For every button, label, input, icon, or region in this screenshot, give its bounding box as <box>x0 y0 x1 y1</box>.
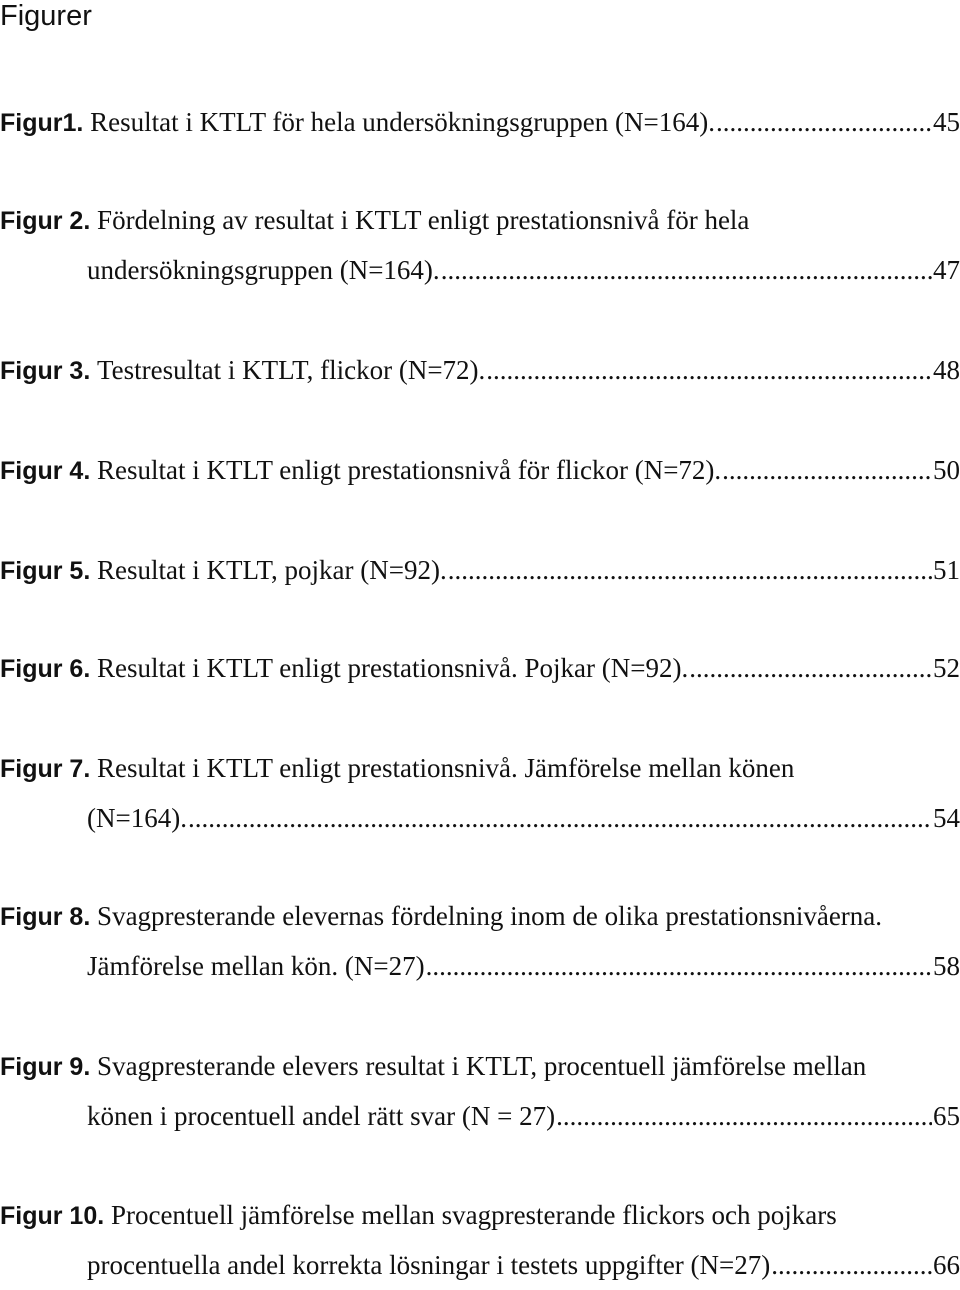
figure-caption: Resultat i KTLT för hela undersökningsgruppen (N=164). <box>90 107 715 137</box>
figure-caption: Resultat i KTLT enligt prestationsnivå för flickor (N=72). <box>97 455 722 485</box>
figure-caption: Procentuell jämförelse mellan svagpresterande flickors och pojkars <box>110 1200 837 1230</box>
entry-line: Figur 7 . Resultat i KTLT enligt prestationsnivå. Jämförelse mellan könen <box>0 743 960 793</box>
figure-caption-continued: Jämförelse mellan kön. (N=27) <box>87 951 425 981</box>
figure-label: Figur 2 <box>0 207 84 235</box>
figure-caption: Resultat i KTLT enligt prestationsnivå. Pojkar (N=92). <box>97 653 689 683</box>
page-number: 54 <box>933 803 960 833</box>
figure-list-entry[interactable] <box>0 891 960 991</box>
entry-line: Figur 5 . Resultat i KTLT, pojkar (N=92). ..... 51 <box>0 545 960 595</box>
entry-line: Figur 4 . Resultat i KTLT enligt prestationsnivå för flickor (N=72). ..... 50 <box>0 445 960 495</box>
figure-label: Figur 3 <box>0 357 84 385</box>
page-number: 52 <box>933 653 960 683</box>
figure-list-entry[interactable] <box>0 545 960 595</box>
dot-leader <box>689 643 932 693</box>
dot-leader <box>426 941 932 991</box>
dot-leader <box>722 445 932 495</box>
figure-label: Figur1 <box>0 109 77 137</box>
figure-label: Figur 8 <box>0 903 84 931</box>
figure-list-entry[interactable] <box>0 97 960 147</box>
figure-caption: Svagpresterande elevernas fördelning inom de olika prestationsnivåerna. <box>97 901 883 931</box>
entry-line: Figur 6 . Resultat i KTLT enligt prestationsnivå. Pojkar (N=92). ..... 52 <box>0 643 960 693</box>
page-title: Figurer <box>0 0 92 32</box>
entry-line: Figur 10 . Procentuell jämförelse mellan svagpresterande flickors och pojkars <box>0 1190 960 1240</box>
figure-caption-continued: procentuella andel korrekta lösningar i testets uppgifter (N=27) <box>87 1250 771 1280</box>
page-number: 66 <box>933 1250 960 1280</box>
figure-list-entry[interactable] <box>0 345 960 395</box>
figure-caption: Resultat i KTLT, pojkar (N=92). <box>97 555 447 585</box>
figure-label: Figur 7 <box>0 755 84 783</box>
figure-caption: Svagpresterande elevers resultat i KTLT, procentuell jämförelse mellan <box>97 1051 867 1081</box>
figure-list-entry[interactable] <box>0 445 960 495</box>
entry-line: Figur 8 . Svagpresterande elevernas fördelning inom de olika prestationsnivåerna. <box>0 891 960 941</box>
page-number: 47 <box>933 255 960 285</box>
figure-caption-continued: könen i procentuell andel rätt svar (N = 27) <box>87 1101 556 1131</box>
page-number: 65 <box>933 1101 960 1131</box>
figure-list-entry[interactable] <box>0 1190 960 1290</box>
entry-line: Figur1 . Resultat i KTLT för hela undersökningsgruppen (N=164). ..... 45 <box>0 97 960 147</box>
dot-leader <box>486 345 932 395</box>
entry-line <box>0 941 960 991</box>
figure-caption: Testresultat i KTLT, flickor (N=72). <box>97 355 486 385</box>
figure-caption-continued: undersökningsgruppen (N=164). <box>87 255 440 285</box>
entry-line: Figur 9 . Svagpresterande elevers resultat i KTLT, procentuell jämförelse mellan <box>0 1041 960 1091</box>
figure-label: Figur 10 <box>0 1202 98 1230</box>
page-number: 45 <box>933 107 960 137</box>
page-number: 58 <box>933 951 960 981</box>
entry-line: Figur 2 . Fördelning av resultat i KTLT enligt prestationsnivå för hela <box>0 195 960 245</box>
entry-line <box>0 245 960 295</box>
figure-caption: Resultat i KTLT enligt prestationsnivå. Jämförelse mellan könen <box>97 753 795 783</box>
page-number: 51 <box>933 555 960 585</box>
dot-leader <box>448 545 932 595</box>
figure-label: Figur 9 <box>0 1053 84 1081</box>
figure-caption-continued: (N=164). <box>87 803 187 833</box>
figure-list-entry[interactable] <box>0 643 960 693</box>
dot-leader <box>556 1091 932 1141</box>
entry-line <box>0 1091 960 1141</box>
figure-caption: Fördelning av resultat i KTLT enligt prestationsnivå för hela <box>97 205 750 235</box>
dot-leader <box>188 793 932 843</box>
figure-label: Figur 6 <box>0 655 84 683</box>
page-number: 48 <box>933 355 960 385</box>
figure-label: Figur 4 <box>0 457 84 485</box>
figure-list-entry[interactable] <box>0 195 960 295</box>
entry-line <box>0 793 960 843</box>
figure-label: Figur 5 <box>0 557 84 585</box>
page-number: 50 <box>933 455 960 485</box>
figure-list-entry[interactable] <box>0 1041 960 1141</box>
figure-list-entry[interactable] <box>0 743 960 843</box>
entry-line: Figur 3 . Testresultat i KTLT, flickor (N=72). ..... 48 <box>0 345 960 395</box>
dot-leader <box>716 97 932 147</box>
dot-leader <box>441 245 932 295</box>
